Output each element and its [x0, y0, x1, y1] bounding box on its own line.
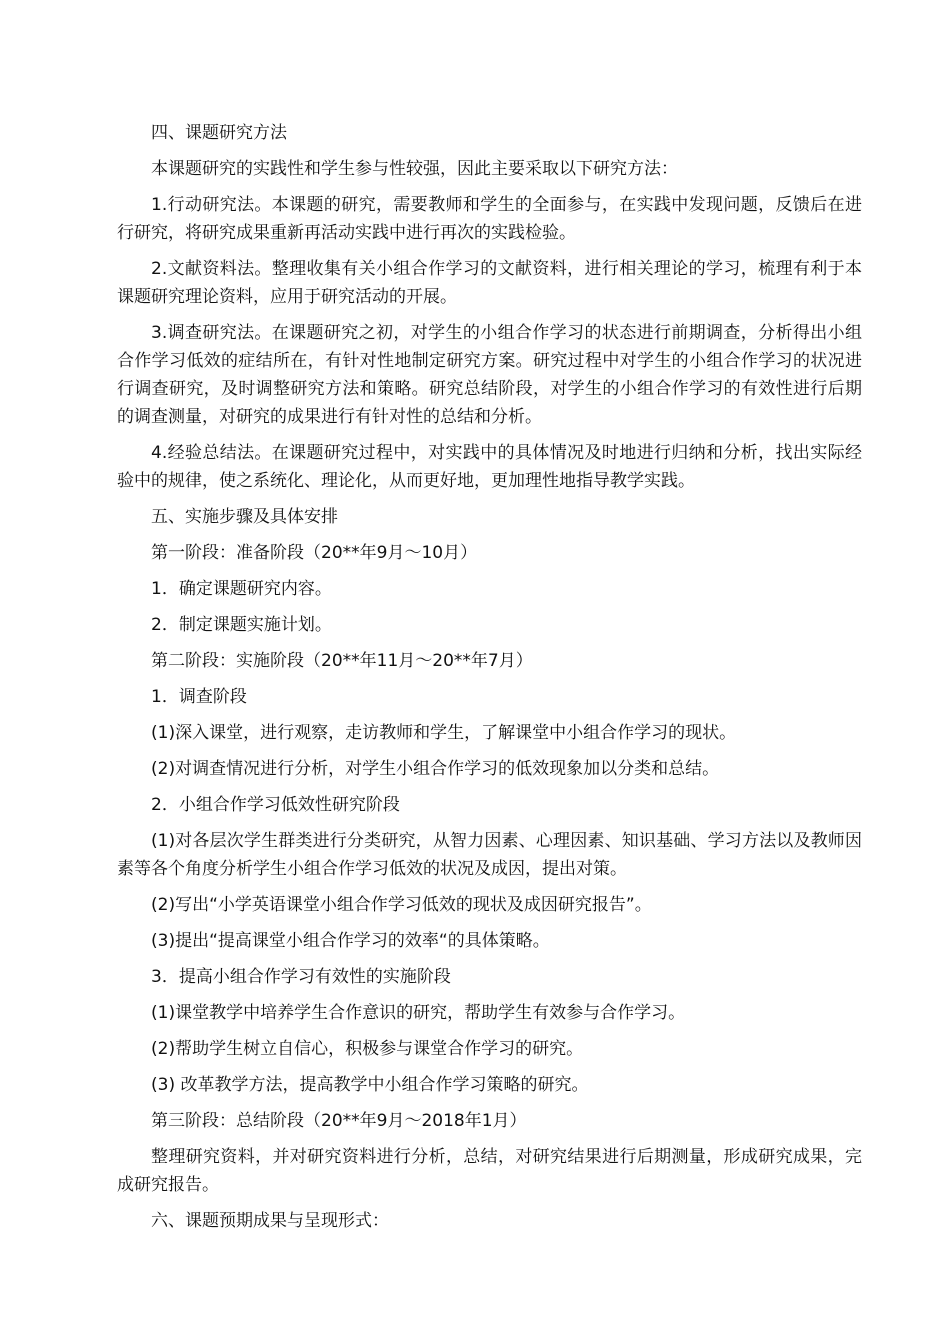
- stage-two-sub-3: 3．提高小组合作学习有效性的实施阶段: [151, 967, 451, 987]
- section-heading-steps: 五、实施步骤及具体安排: [151, 507, 338, 527]
- stage-three-title: 第三阶段：总结阶段（20**年9月～2018年1月）: [151, 1111, 527, 1131]
- stage-two-sub-1: 1．调查阶段: [151, 687, 247, 707]
- stage-two-sub-3-item-2: (2)帮助学生树立自信心，积极参与课堂合作学习的研究。: [151, 1039, 584, 1059]
- stage-two-sub-2-item-2: (2)写出“小学英语课堂小组合作学习低效的现状及成因研究报告”。: [151, 895, 652, 915]
- paragraph-action-research: 1.行动研究法。本课题的研究，需要教师和学生的全面参与，在实践中发现问题，反馈后在进行研究，将研究成果重新再活动实践中进行再次的实践检验。: [117, 195, 862, 243]
- stage-two-title: 第二阶段：实施阶段（20**年11月～20**年7月）: [151, 651, 533, 671]
- stage-one-item-1: 1．确定课题研究内容。: [151, 579, 332, 599]
- section-heading-methods: 四、课题研究方法: [151, 123, 287, 143]
- stage-three-body: 整理研究资料，并对研究资料进行分析，总结，对研究结果进行后期测量，形成研究成果，完成研究报告。: [117, 1147, 862, 1195]
- paragraph-literature-method: 2.文献资料法。整理收集有关小组合作学习的文献资料，进行相关理论的学习，梳理有利于本课题研究理论资料，应用于研究活动的开展。: [117, 259, 862, 307]
- stage-two-sub-2: 2．小组合作学习低效性研究阶段: [151, 795, 400, 815]
- document-page: [117, 119, 862, 1243]
- paragraph-methods-intro: 本课题研究的实践性和学生参与性较强，因此主要采取以下研究方法：: [151, 159, 678, 179]
- stage-two-sub-1-item-1: (1)深入课堂，进行观察，走访教师和学生，了解课堂中小组合作学习的现状。: [151, 723, 737, 743]
- section-heading-outcomes: 六、课题预期成果与呈现形式：: [151, 1211, 389, 1231]
- stage-one-title: 第一阶段：准备阶段（20**年9月～10月）: [151, 543, 478, 563]
- stage-two-sub-2-item-1: (1)对各层次学生群类进行分类研究，从智力因素、心理因素、知识基础、学习方法以及教师因素等各个角度分析学生小组合作学习低效的状况及成因，提出对策。: [117, 831, 862, 879]
- stage-two-sub-1-item-2: (2)对调查情况进行分析，对学生小组合作学习的低效现象加以分类和总结。: [151, 759, 720, 779]
- stage-two-sub-3-item-1: (1)课堂教学中培养学生合作意识的研究，帮助学生有效参与合作学习。: [151, 1003, 686, 1023]
- stage-one-item-2: 2．制定课题实施计划。: [151, 615, 332, 635]
- paragraph-experience-method: 4.经验总结法。在课题研究过程中，对实践中的具体情况及时地进行归纳和分析，找出实际经验中的规律，使之系统化、理论化，从而更好地，更加理性地指导教学实践。: [117, 443, 862, 491]
- stage-two-sub-2-item-3: (3)提出“提高课堂小组合作学习的效率“的具体策略。: [151, 931, 550, 951]
- stage-two-sub-3-item-3: (3) 改革教学方法，提高教学中小组合作学习策略的研究。: [151, 1075, 589, 1095]
- paragraph-survey-method: 3.调查研究法。在课题研究之初，对学生的小组合作学习的状态进行前期调查，分析得出小组合作学习低效的症结所在，有针对性地制定研究方案。研究过程中对学生的小组合作学习的状况进行调查研究，及时调整研究方法和策略。研究总结阶段，对学生的小组合作学习的有效性进行后期的调查测量，对研究的成果进行有针对性的总结和分析。: [117, 323, 862, 427]
